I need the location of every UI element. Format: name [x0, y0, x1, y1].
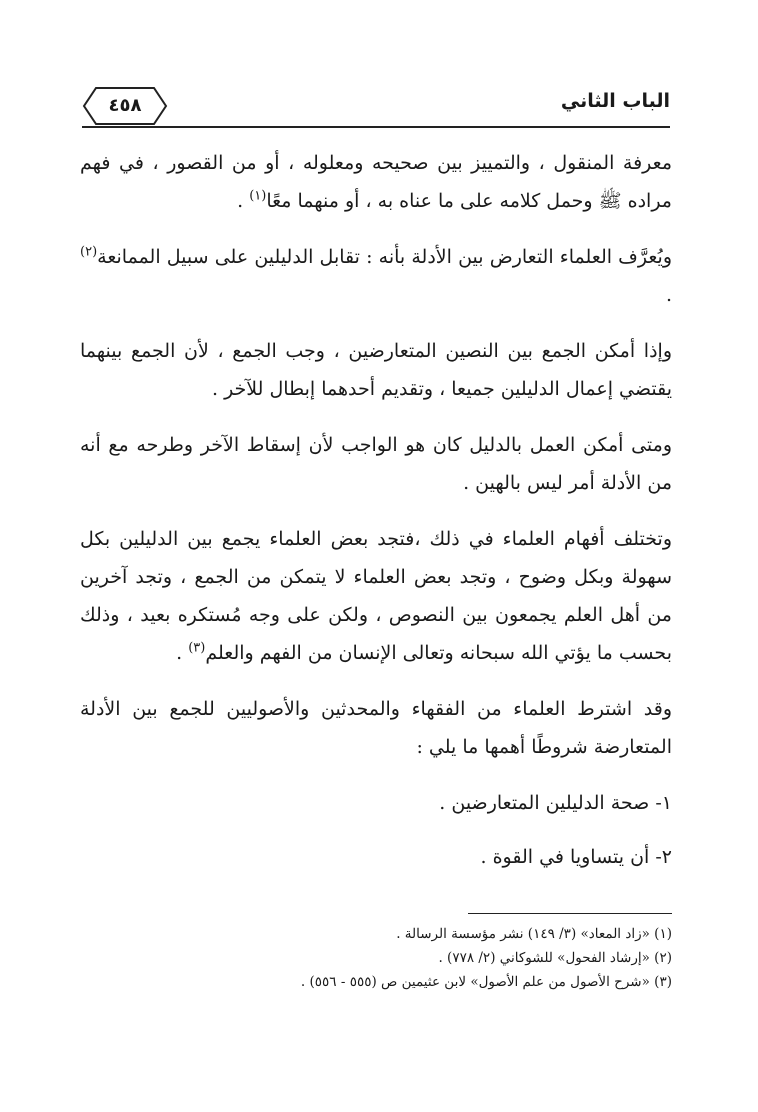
- list-item: ١- صحة الدليلين المتعارضين .: [439, 792, 672, 814]
- page-number: ٤٥٨: [108, 95, 142, 116]
- paragraph: [80, 520, 672, 672]
- page-number-badge: [82, 86, 168, 126]
- footnote-ref: (٣): [188, 640, 206, 656]
- footnote: (١) «زاد المعاد» (٣/ ١٤٩) نشر مؤسسة الرسالة .: [396, 926, 672, 942]
- footnote: (٣) «شرح الأصول من علم الأصول» لابن عثيمين ص (٥٥٥ - ٥٥٦) .: [300, 974, 672, 990]
- footnote-ref: (١): [249, 188, 267, 204]
- paragraph-text: ويُعرَّف العلماء التعارض بين الأدلة بأنه : تقابل الدليلين على سبيل الممانعة: [97, 246, 672, 268]
- paragraph-end: .: [665, 284, 672, 306]
- footnote-ref: (٢): [80, 244, 98, 260]
- header-divider: [82, 126, 670, 128]
- list-item: ٢- أن يتساويا في القوة .: [480, 846, 672, 868]
- paragraph-text: وتختلف أفهام العلماء في ذلك ،فتجد بعض العلماء يجمع بين الدليلين بكل سهولة وبكل وضوح ، وتجد بعض العلماء لا يتمكن من الجمع ، وتجد آخرين من أهل العلم يجمعون بين النصوص ، ولكن على وجه مُستكره بعيد ، وذلك بحسب ما يؤتي الله سبحانه وتعالى الإنسان من الفهم والعلم: [80, 528, 672, 664]
- paragraph-end: .: [237, 190, 250, 212]
- chapter-title: الباب الثاني: [560, 90, 670, 112]
- paragraph: وإذا أمكن الجمع بين النصين المتعارضين ، وجب الجمع ، لأن الجمع بينهما يقتضي إعمال الدليلين جميعا ، وتقديم أحدهما إبطال للآخر .: [80, 340, 672, 400]
- footnote: (٢) «إرشاد الفحول» للشوكاني (٢/ ٧٧٨) .: [438, 950, 672, 966]
- page-header: [82, 86, 670, 126]
- paragraph: وقد اشترط العلماء من الفقهاء والمحدثين والأصوليين للجمع بين الأدلة المتعارضة شروطًا أهمها ما يلي :: [80, 698, 672, 758]
- paragraph: [80, 238, 672, 314]
- paragraph-text: معرفة المنقول ، والتمييز بين صحيحه ومعلوله ، أو من القصور ، في فهم مراده ﷺ وحمل كلامه على ما عناه به ، أو منهما معًا: [80, 152, 672, 212]
- main-text: [80, 144, 672, 892]
- paragraph: ومتى أمكن العمل بالدليل كان هو الواجب لأن إسقاط الآخر وطرحه مع أنه من الأدلة أمر ليس بالهين .: [80, 434, 672, 494]
- footnotes: [80, 922, 672, 994]
- paragraph: [80, 144, 672, 220]
- footnote-divider: [468, 913, 672, 914]
- paragraph-end: .: [176, 642, 189, 664]
